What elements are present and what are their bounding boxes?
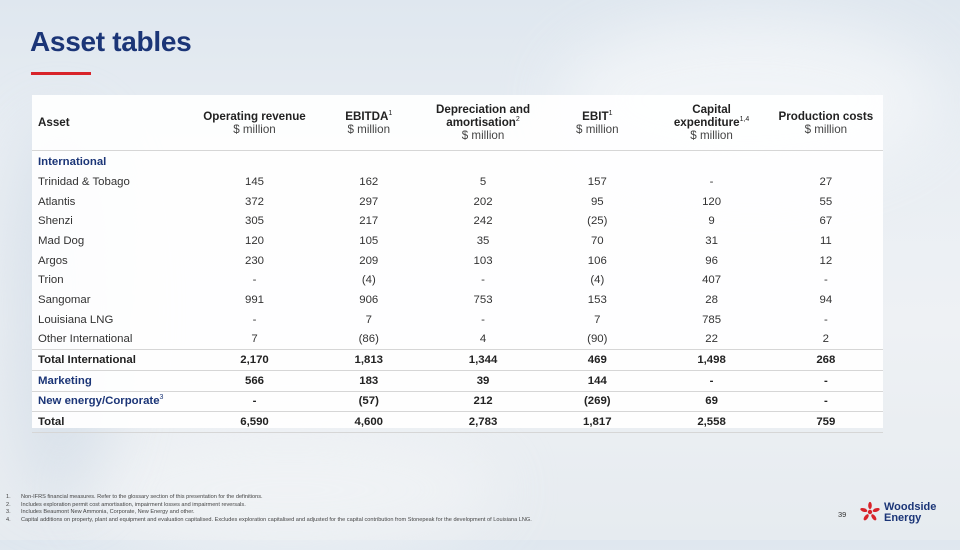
value-cell: 103 xyxy=(473,254,493,267)
footnote: 2. Includes exploration permit cost amortisation, impairment losses and impairment reversals. xyxy=(6,501,246,508)
total-row xyxy=(32,412,883,433)
value-cell: 31 xyxy=(705,234,718,247)
value-cell: 120 xyxy=(245,234,265,247)
asset-table xyxy=(32,95,883,433)
header-depreciation: Depreciation and amortisation$^2$ $ million xyxy=(426,95,540,151)
value-cell: 94 xyxy=(819,293,833,306)
value-cell: 11 xyxy=(819,234,832,247)
value-cell: - xyxy=(769,391,883,412)
value-cell: 95 xyxy=(590,195,604,208)
value-cell: (269) xyxy=(540,391,654,412)
table-header-row xyxy=(32,95,883,151)
value-cell: (90) xyxy=(587,333,608,346)
value-cell: 906 xyxy=(359,293,379,306)
value-cell: 230 xyxy=(245,254,265,267)
asset-name-cell: Marketing xyxy=(32,370,197,391)
value-cell: 4 xyxy=(479,333,487,346)
value-cell: 153 xyxy=(587,293,607,306)
header-asset: Asset xyxy=(32,95,197,151)
value-cell: 183 xyxy=(312,370,426,391)
value-cell: 9 xyxy=(708,215,715,228)
value-cell: - xyxy=(823,313,828,326)
value-cell: (4) xyxy=(590,274,605,287)
table-row xyxy=(32,330,883,350)
woodside-logo-icon xyxy=(858,501,882,525)
value-cell: 407 xyxy=(702,274,722,287)
table-row xyxy=(32,172,883,192)
asset-name-cell: Shenzi xyxy=(38,215,73,228)
value-cell: 372 xyxy=(245,195,265,208)
value-cell: 70 xyxy=(590,234,604,247)
value-cell: 759 xyxy=(769,412,883,433)
value-cell: 2,170 xyxy=(197,350,311,371)
new-energy-corporate-row xyxy=(32,391,883,412)
value-cell: - xyxy=(252,313,257,326)
footnote: 4. Capital additions on property, plant and equipment and evaluation capitalised. Excludes exploration capitalised and adjusted for the capital contribution from Stonepeak for the development of Louisiana LNG. xyxy=(6,516,532,523)
asset-name-cell: Sangomar xyxy=(38,293,91,306)
header-production-costs: Production costs $ million xyxy=(769,95,883,151)
page-title: Asset tables xyxy=(30,26,192,57)
value-cell: 469 xyxy=(540,350,654,371)
value-cell: 55 xyxy=(819,195,833,208)
section-label: International xyxy=(38,155,107,168)
title-underline xyxy=(31,72,91,75)
value-cell: 2,558 xyxy=(654,412,768,433)
value-cell: 1,817 xyxy=(540,412,654,433)
value-cell: - xyxy=(823,274,828,287)
table-row xyxy=(32,251,883,271)
asset-name-cell: Mad Dog xyxy=(38,234,85,247)
value-cell: 785 xyxy=(702,313,722,326)
value-cell: 209 xyxy=(359,254,379,267)
value-cell: 35 xyxy=(476,234,490,247)
value-cell: 305 xyxy=(245,215,265,228)
value-cell: 105 xyxy=(359,234,379,247)
value-cell: 2,783 xyxy=(426,412,540,433)
asset-name-cell: Trinidad & Tobago xyxy=(38,175,130,188)
value-cell: 67 xyxy=(819,215,833,228)
table-row xyxy=(32,192,883,212)
header-operating-revenue: Operating revenue $ million xyxy=(197,95,311,151)
value-cell: 157 xyxy=(587,175,607,188)
asset-name-cell: Other International xyxy=(38,333,133,346)
value-cell: 106 xyxy=(587,254,607,267)
value-cell: 27 xyxy=(819,175,833,188)
value-cell: 144 xyxy=(540,370,654,391)
value-cell: 242 xyxy=(473,215,493,228)
value-cell: 145 xyxy=(245,175,265,188)
value-cell: 217 xyxy=(359,215,379,228)
value-cell: 1,344 xyxy=(426,350,540,371)
value-cell: - xyxy=(654,370,768,391)
value-cell: 28 xyxy=(705,293,718,306)
value-cell: 7 xyxy=(365,313,372,326)
footnotes xyxy=(6,494,726,524)
value-cell: - xyxy=(769,370,883,391)
value-cell: 162 xyxy=(359,175,379,188)
page-number: 39 xyxy=(838,510,847,519)
asset-table-panel xyxy=(32,95,883,428)
asset-name-cell: New energy/Corporate$^3$ xyxy=(32,391,197,412)
value-cell: 4,600 xyxy=(312,412,426,433)
value-cell: 297 xyxy=(359,195,379,208)
asset-name-cell: Total International xyxy=(32,350,197,371)
total-international-row xyxy=(32,350,883,371)
value-cell: (86) xyxy=(358,333,379,346)
value-cell: 566 xyxy=(197,370,311,391)
value-cell: 202 xyxy=(473,195,493,208)
asset-name-cell: Trion xyxy=(38,274,64,287)
value-cell: 6,590 xyxy=(197,412,311,433)
value-cell: 7 xyxy=(594,313,601,326)
asset-name-cell: Louisiana LNG xyxy=(38,313,114,326)
value-cell: 212 xyxy=(426,391,540,412)
marketing-row xyxy=(32,370,883,391)
value-cell: - xyxy=(709,175,714,188)
value-cell: (25) xyxy=(587,215,608,228)
value-cell: 12 xyxy=(819,254,833,267)
header-ebit: EBIT$^1$ $ million xyxy=(540,95,654,151)
footnote: 1. Non-IFRS financial measures. Refer to the glossary section of this presentation for the definitions. xyxy=(6,494,263,500)
footnote: 3. Includes Beaumont New Ammonia, Corporate, New Energy and other. xyxy=(6,509,195,515)
woodside-logo xyxy=(858,501,936,525)
value-cell: (4) xyxy=(361,274,376,287)
section-row-international xyxy=(32,151,883,173)
value-cell: 22 xyxy=(705,333,718,346)
table-row xyxy=(32,310,883,330)
value-cell: 39 xyxy=(426,370,540,391)
value-cell: 1,813 xyxy=(312,350,426,371)
table-row xyxy=(32,270,883,290)
value-cell: 5 xyxy=(479,175,487,188)
value-cell: 7 xyxy=(251,333,258,346)
value-cell: - xyxy=(197,391,311,412)
logo-wordmark: Woodside Energy xyxy=(884,501,937,524)
value-cell: - xyxy=(481,313,485,326)
value-cell: (57) xyxy=(312,391,426,412)
value-cell: 2 xyxy=(822,333,830,346)
asset-name-cell: Argos xyxy=(38,254,68,267)
value-cell: 120 xyxy=(702,195,722,208)
value-cell: - xyxy=(481,274,485,287)
value-cell: 1,498 xyxy=(654,350,768,371)
asset-name-cell: Atlantis xyxy=(38,195,76,208)
table-row xyxy=(32,211,883,231)
table-row xyxy=(32,290,883,310)
value-cell: 96 xyxy=(705,254,718,267)
header-capex: Capital expenditure$^{1,4}$ $ million xyxy=(654,95,768,151)
asset-name-cell: Total xyxy=(32,412,197,433)
value-cell: 991 xyxy=(245,293,265,306)
value-cell: 69 xyxy=(654,391,768,412)
table-row xyxy=(32,231,883,251)
value-cell: - xyxy=(252,274,257,287)
value-cell: 268 xyxy=(769,350,883,371)
header-ebitda: EBITDA$^1$ $ million xyxy=(312,95,426,151)
value-cell: 753 xyxy=(473,293,493,306)
